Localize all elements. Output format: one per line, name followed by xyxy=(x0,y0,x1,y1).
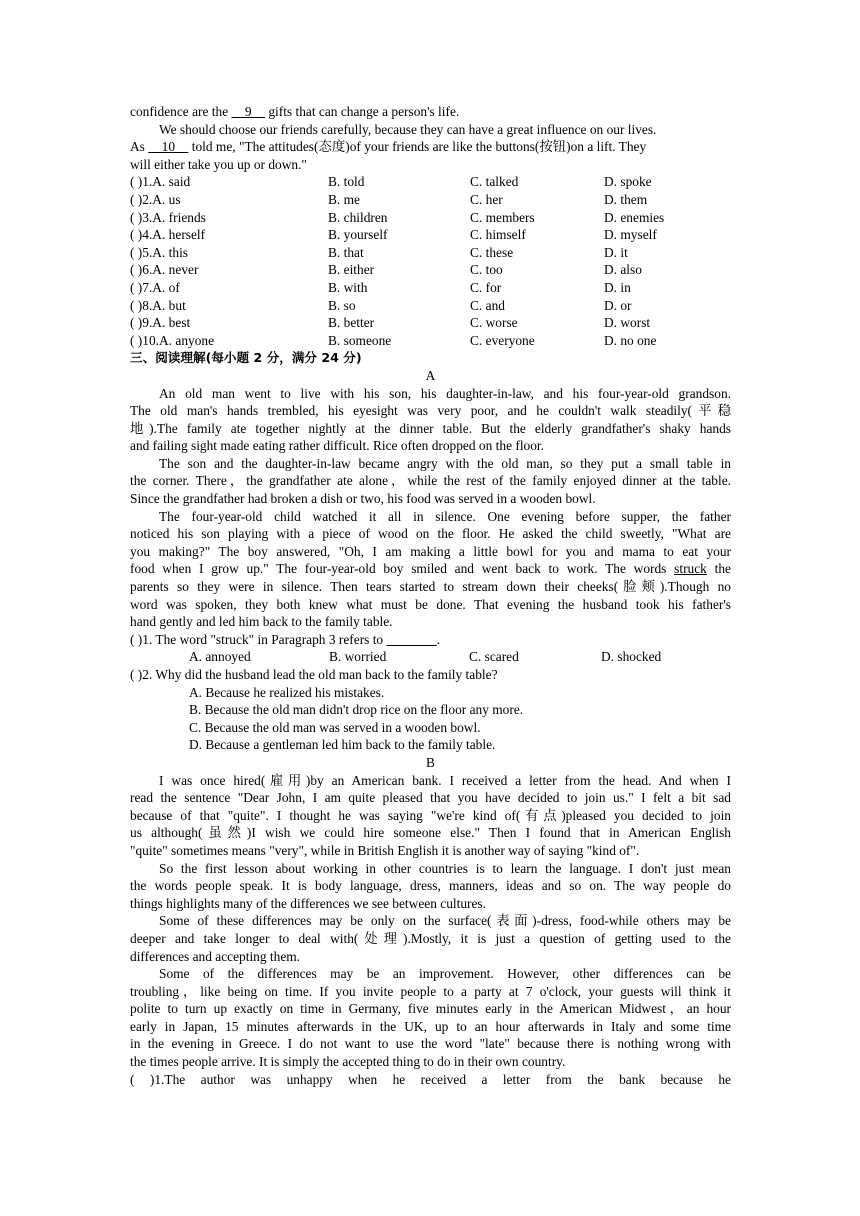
passage-b-line: in the evening in Greece. I do not want to use the word "late" because there is nothing wrong with xyxy=(130,1036,731,1052)
question-b1: ( )1.The author was unhappy when he received a letter from the bank because he xyxy=(130,1071,731,1087)
cloze-text-line: We should choose our friends carefully, because they can have a great influence on our lives. xyxy=(159,121,657,137)
option-c: C. Because the old man was served in a wooden bowl. xyxy=(189,719,481,735)
option-c: C. worse xyxy=(470,315,518,331)
question-number-option-a: ( )3.A. friends xyxy=(130,209,206,225)
option-b: B. so xyxy=(328,297,356,313)
question-number-option-a: ( )10.A. anyone xyxy=(130,332,215,348)
passage-a-line: food when I grow up." The four-year-old boy smiled and went back to work. The words struck the xyxy=(130,561,731,577)
exam-page xyxy=(130,103,731,1088)
option-d: D. enemies xyxy=(604,209,665,225)
cloze-question-row xyxy=(130,261,731,279)
passage-a-line: noticed his son playing with a piece of wood on the floor. He asked the child sweetly, "What are xyxy=(130,526,731,542)
option-d: D. shocked xyxy=(601,649,662,665)
option-c: C. and xyxy=(470,297,505,313)
question-number-option-a: ( )7.A. of xyxy=(130,279,180,295)
question-number-option-a: ( )2.A. us xyxy=(130,191,181,207)
question-number-option-a: ( )9.A. best xyxy=(130,315,191,331)
passage-a-line: parents so they were in silence. Then tears started to stream down their cheeks(脸颊).Though no xyxy=(130,579,731,595)
option-c: C. himself xyxy=(470,227,526,243)
option-d: D. Because a gentleman led him back to the family table. xyxy=(189,737,496,753)
cloze-question-row xyxy=(130,191,731,209)
option-c: C. for xyxy=(470,279,502,295)
passage-a-line: and failing sight made eating rather difficult. Rice often dropped on the floor. xyxy=(130,438,544,454)
passage-a-line: you making?" The boy answered, "Oh, I am making a little bowl for you and mama to eat your xyxy=(130,543,731,559)
passage-a-line: the corner. There，the grandfather ate alone，while the rest of the family enjoyed dinner at the table. xyxy=(130,473,731,489)
underlined-word: struck xyxy=(674,561,707,577)
question-number-option-a: ( )1.A. said xyxy=(130,174,191,190)
cloze-question-row xyxy=(130,173,731,191)
cloze-question-row xyxy=(130,279,731,297)
passage-a-line: The four-year-old child watched it all in silence. One evening before supper, the father xyxy=(159,508,731,524)
passage-b-line: differences and accepting them. xyxy=(130,948,301,964)
passage-b-line: Some of the differences may be an improvement. However, other differences can be xyxy=(159,966,731,982)
option-b: B. either xyxy=(328,262,375,278)
passage-b-line: troubling，like being on time. If you invite people to a party at 7 o'clock, your guests will think it xyxy=(130,983,731,999)
answer-blank xyxy=(386,632,436,647)
passage-b-line: So the first lesson about working in other countries is to learn the language. I don't just mean xyxy=(159,860,731,876)
option-b: B. with xyxy=(328,279,368,295)
option-b: B. children xyxy=(328,209,388,225)
passage-a-line: The son and the daughter-in-law became angry with the old man, so they put a small table in xyxy=(159,455,731,471)
option-d: D. or xyxy=(604,297,632,313)
passage-a-line: Since the grandfather had broken a dish or two, his food was served in a wooden bowl. xyxy=(130,491,596,507)
option-d: D. no one xyxy=(604,332,657,348)
passage-b-line: Some of these differences may be only on the surface(表面)-dress, food-while others may be xyxy=(159,913,731,929)
option-c: C. scared xyxy=(469,649,519,665)
option-c: C. members xyxy=(470,209,535,225)
option-d: D. in xyxy=(604,279,631,295)
passage-b-line: the words people speak. It is body language, dress, manners, ideas and so on. The way people do xyxy=(130,878,731,894)
passage-b-line: the times people arrive. It is simply the accepted thing to do in their own country. xyxy=(130,1054,566,1070)
option-b: B. yourself xyxy=(328,227,388,243)
option-b: B. Because the old man didn't drop rice on the floor any more. xyxy=(189,702,524,718)
passage-b-line: read the sentence "Dear John, I am quite pleased that you have decided to join us." I felt a bit sad xyxy=(130,790,731,806)
passage-b-label: B xyxy=(426,754,435,770)
option-c: C. these xyxy=(470,244,514,260)
question-number-option-a: ( )4.A. herself xyxy=(130,227,206,243)
section-heading: 三、阅读理解(每小题 2 分，满分 24 分) xyxy=(130,350,362,366)
question-a1-options xyxy=(130,648,731,666)
option-d: D. spoke xyxy=(604,174,652,190)
passage-b-line: polite to turn up exactly on time in Germany, five minutes early in the American Midwest，an hour xyxy=(130,1001,731,1017)
cloze-question-row xyxy=(130,297,731,315)
passage-a-line: An old man went to live with his son, his daughter-in-law, and his four-year-old grandson. xyxy=(159,385,731,401)
option-b: B. better xyxy=(328,315,375,331)
question-number-option-a: ( )8.A. but xyxy=(130,297,186,313)
blank-10: 10 xyxy=(161,139,176,155)
passage-b-line: I was once hired(雇用)by an American bank. I received a letter from the head. And when I xyxy=(159,772,731,788)
cloze-text-line: As 10 told me, "The attitudes(态度)of your friends are like the buttons(按钮)on a lift. They xyxy=(130,139,647,155)
option-b: B. that xyxy=(328,244,364,260)
passage-b-line: "quite" sometimes means "very", while in British English it is another way of saying "kind of". xyxy=(130,842,640,858)
cloze-question-row xyxy=(130,209,731,227)
option-d: D. it xyxy=(604,244,628,260)
cloze-text-line: will either take you up or down." xyxy=(130,156,307,172)
passage-a-label: A xyxy=(425,367,436,383)
question-number-option-a: ( )6.A. never xyxy=(130,262,199,278)
option-b: B. worried xyxy=(329,649,387,665)
passage-a-line: hand gently and led him back to the family table. xyxy=(130,614,393,630)
option-c: C. her xyxy=(470,191,503,207)
option-a: A. annoyed xyxy=(189,649,251,665)
question-number-option-a: ( )5.A. this xyxy=(130,244,189,260)
cloze-question-row xyxy=(130,244,731,262)
passage-a-line: 地).The family ate together nightly at the dinner table. But the elderly grandfather's shaky hands xyxy=(130,420,731,436)
option-c: C. too xyxy=(470,262,503,278)
question-a2: ( )2. Why did the husband lead the old man back to the family table? xyxy=(130,667,498,682)
passage-b-line: deeper and take longer to deal with(处理).Mostly, it is just a question of getting used to the xyxy=(130,930,731,946)
passage-b-line: things highlights many of the differences we see between cultures. xyxy=(130,895,486,911)
option-d: D. also xyxy=(604,262,642,278)
cloze-question-list xyxy=(130,173,731,349)
option-c: C. everyone xyxy=(470,332,535,348)
option-a: A. Because he realized his mistakes. xyxy=(189,684,385,700)
passage-a-line: word was spoken, they both knew what must be done. That evening the husband took his father's xyxy=(130,596,731,612)
cloze-question-row xyxy=(130,332,731,350)
option-b: B. told xyxy=(328,174,365,190)
option-d: D. myself xyxy=(604,227,657,243)
cloze-question-row xyxy=(130,226,731,244)
option-d: D. them xyxy=(604,191,648,207)
passage-b-line: us although(虽然)I wish we could hire someone else." Then I found that in American English xyxy=(130,825,731,841)
question-a1: ( )1. The word "struck" in Paragraph 3 refers to . xyxy=(130,631,441,647)
cloze-text-line: confidence are the 9 gifts that can change a person's life. xyxy=(130,104,460,119)
blank-9: 9 xyxy=(244,104,252,119)
passage-b-line: early in Japan, 15 minutes afterwards in the UK, up to an hour afterwards in Italy and some time xyxy=(130,1018,731,1034)
passage-a-line: The old man's hands trembled, his eyesight was very poor, and he couldn't walk steadily(平稳 xyxy=(130,403,731,419)
cloze-question-row xyxy=(130,314,731,332)
option-c: C. talked xyxy=(470,174,519,190)
option-b: B. someone xyxy=(328,332,392,348)
passage-b-line: because of that "quite". I thought he was saying "we're kind of(有点)pleased you decided to join xyxy=(130,807,731,823)
option-d: D. worst xyxy=(604,315,651,331)
option-b: B. me xyxy=(328,191,360,207)
